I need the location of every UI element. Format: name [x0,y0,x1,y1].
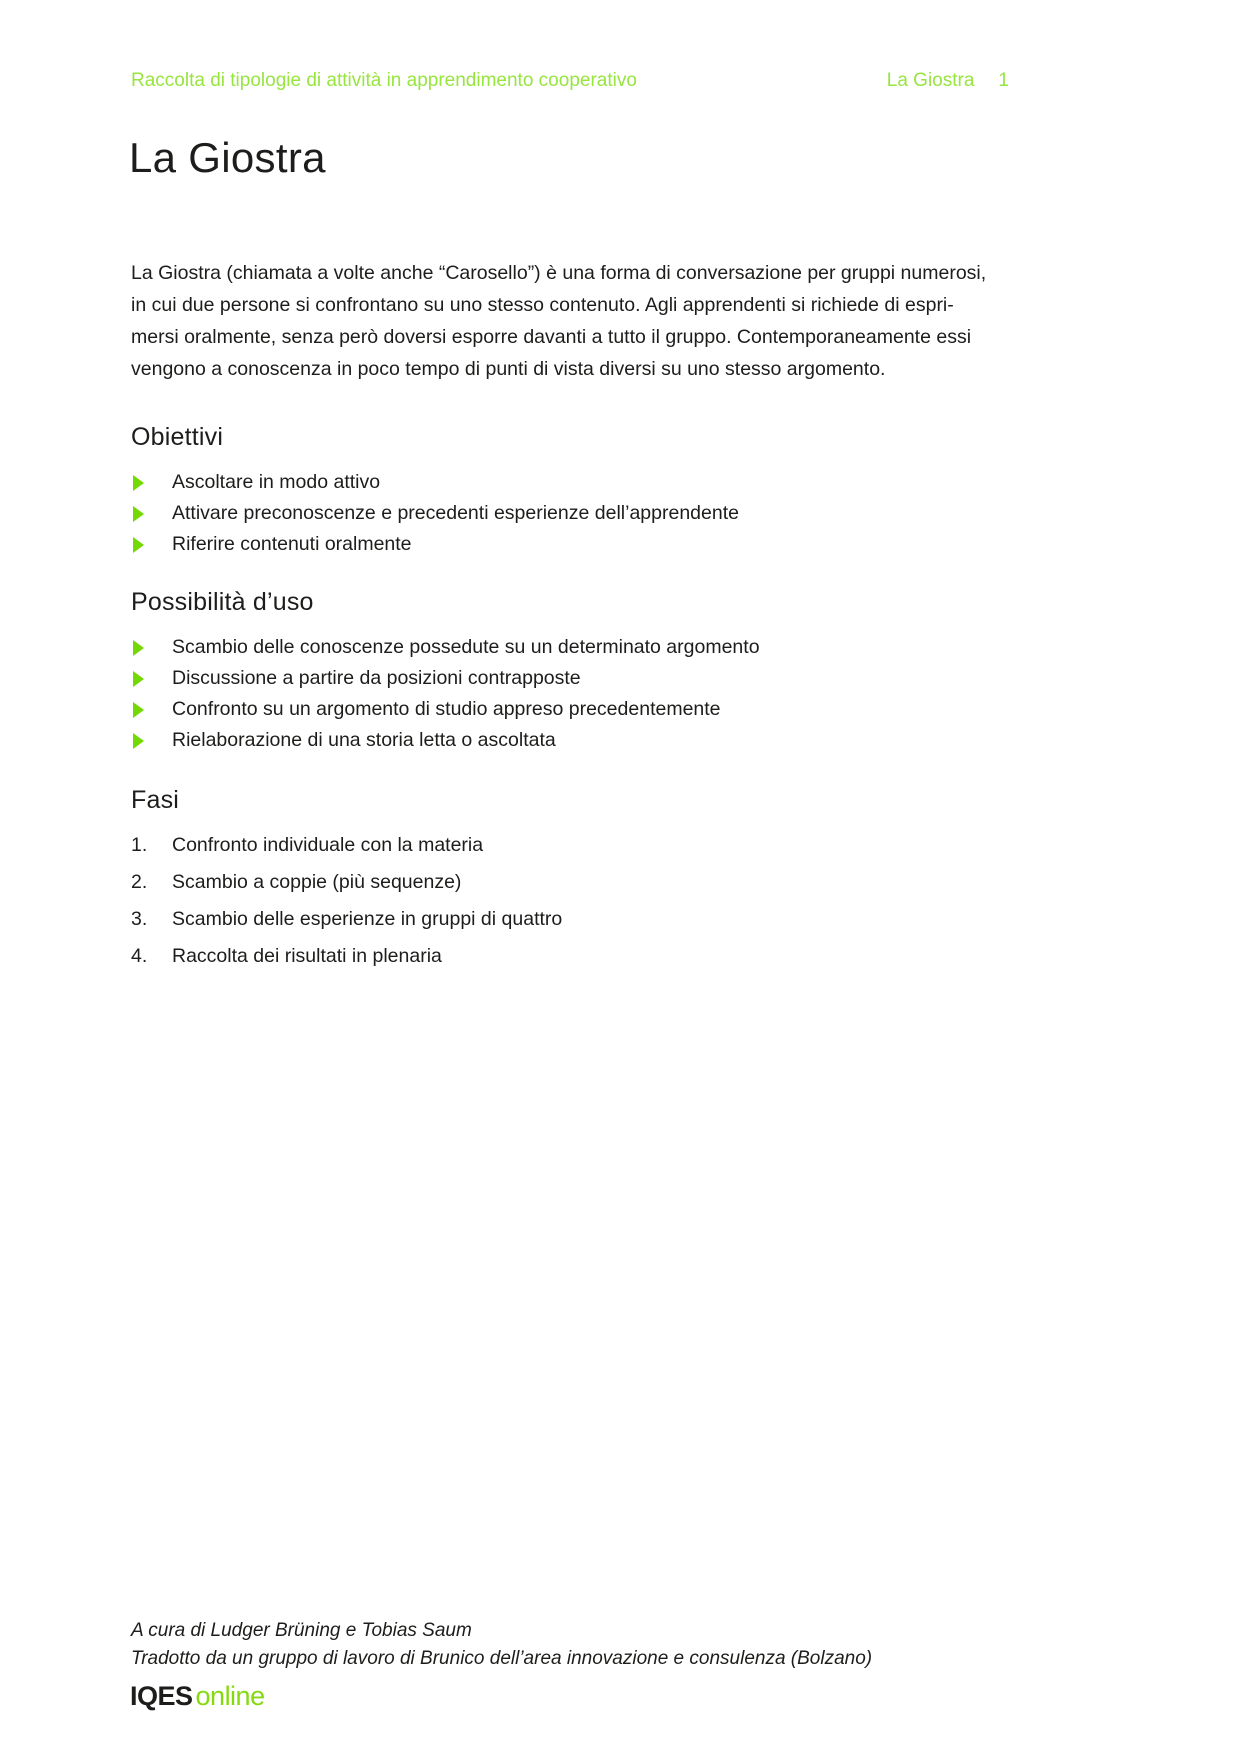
arrow-bullet-icon [133,506,144,522]
section-obiettivi [131,422,1031,560]
numbered-item [131,827,1031,864]
arrow-bullet-icon [133,640,144,656]
credit-line: Tradotto da un gruppo di lavoro di Brunico dell’area innovazione e consulenza (Bolzano) [131,1647,873,1669]
intro-paragraph [131,257,986,385]
item-text: Raccolta dei risultati in plenaria [172,945,442,967]
bullet-text: Riferire contenuti oralmente [172,533,412,555]
credit-line: A cura di Ludger Brüning e Tobias Saum [131,1620,472,1641]
page-header [131,70,1009,92]
item-number: 4. [131,945,148,967]
footer-credits [131,1617,872,1672]
item-number: 2. [131,871,148,893]
bullet-item [131,632,1031,663]
arrow-bullet-icon [133,702,144,718]
obiettivi-list [131,467,1031,560]
bullet-text: Ascoltare in modo attivo [172,471,381,493]
header-doc-title: Raccolta di tipologie di attività in apprendimento cooperativo [131,70,637,91]
item-text: Scambio delle esperienze in gruppi di quattro [172,908,563,930]
bullet-item [131,663,1031,694]
logo-text-iqes: IQES [130,1681,193,1711]
bullet-item [131,694,1031,725]
bullet-text: Scambio delle conoscenze possedute su un determinato argomento [172,636,760,658]
iqes-online-logo [130,1681,265,1712]
arrow-bullet-icon [133,733,144,749]
intro-line: La Giostra (chiamata a volte anche “Carosello”) è una forma di conversazione per gruppi numerosi, [131,262,987,284]
bullet-item [131,725,1031,756]
section-fasi [131,785,1031,975]
bullet-item [131,529,1031,560]
arrow-bullet-icon [133,475,144,491]
bullet-item [131,498,1031,529]
item-number: 3. [131,908,148,930]
bullet-item [131,467,1031,498]
numbered-item [131,938,1031,975]
logo-text-online: online [195,1681,265,1711]
numbered-item [131,901,1031,938]
header-right [887,70,1009,92]
intro-line: vengono a conoscenza in poco tempo di punti di vista diversi su uno stesso argomento. [131,358,886,380]
bullet-text: Attivare preconoscenze e precedenti esperienze dell’apprendente [172,502,739,524]
intro-line: mersi oralmente, senza però doversi esporre davanti a tutto il gruppo. Contemporaneamente essi [131,326,972,348]
item-text: Scambio a coppie (più sequenze) [172,871,462,893]
bullet-text: Discussione a partire da posizioni contrapposte [172,667,581,689]
arrow-bullet-icon [133,537,144,553]
bullet-text: Confronto su un argomento di studio appreso precedentemente [172,698,721,720]
page-title: La Giostra [129,134,326,181]
item-number: 1. [131,834,148,856]
fasi-list [131,827,1031,975]
possibilita-list [131,632,1031,756]
section-heading-obiettivi: Obiettivi [131,423,224,451]
header-page-number: 1 [998,70,1009,91]
intro-line: in cui due persone si confrontano su uno stesso contenuto. Agli apprendenti si richiede di espri- [131,294,954,316]
header-section-title: La Giostra [886,70,975,91]
section-heading-fasi: Fasi [131,786,180,814]
item-text: Confronto individuale con la materia [172,834,484,856]
numbered-item [131,864,1031,901]
section-heading-possibilita: Possibilità d’uso [131,588,314,616]
arrow-bullet-icon [133,671,144,687]
bullet-text: Rielaborazione di una storia letta o ascoltata [172,729,556,751]
section-possibilita-duso [131,587,1031,756]
